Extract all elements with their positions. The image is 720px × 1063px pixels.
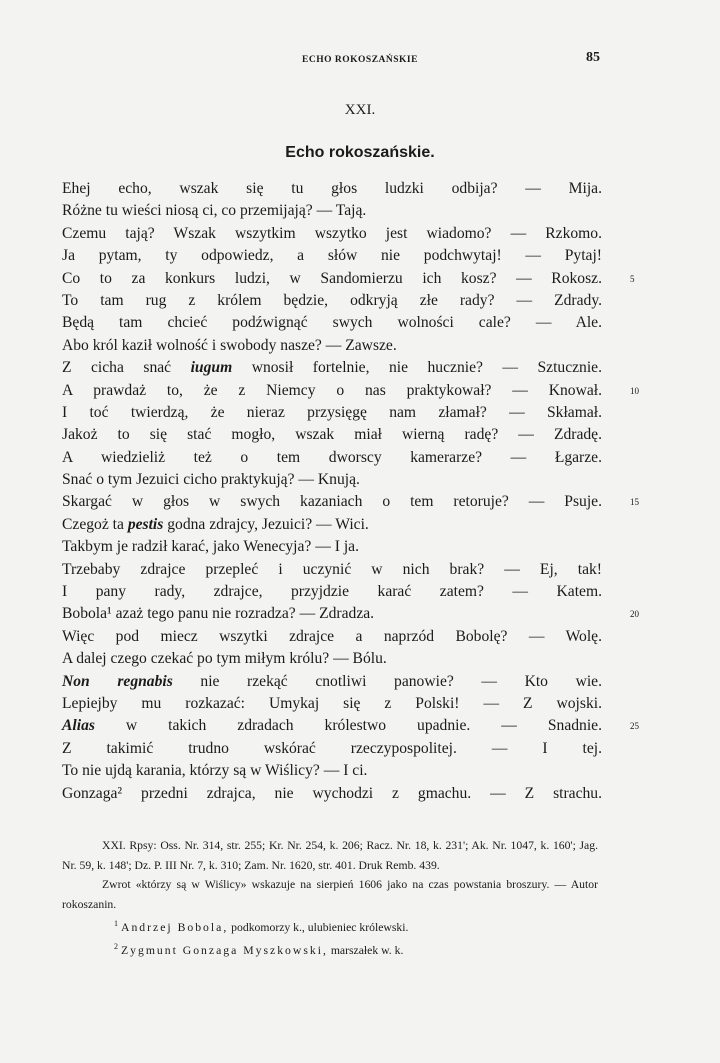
poem-line [62, 178, 602, 200]
poem-line [62, 581, 602, 603]
poem-line [62, 491, 639, 513]
poem-line [62, 469, 602, 491]
footnote-item: $^1$ Andrzej Bobola, podkomorzy k., ulubieniec królewski. [114, 919, 409, 934]
poem-line-text: A prawdaż to, że z Niemcy o nas praktykował? — Knował. [62, 381, 602, 399]
poem-line [62, 603, 639, 625]
poem-line [62, 447, 602, 469]
poem-line [62, 290, 602, 312]
poem-line [62, 536, 602, 558]
footnotes [62, 836, 598, 961]
poem-line-text: I toć twierdzą, że nieraz przysięgę nam złamał? — Skłamał. [62, 403, 602, 421]
poem-line-text: Abo król kaził wolność i swobody nasze? — Zawsze. [62, 336, 397, 354]
poem-line-text: Non regnabis nie rzekąć cnotliwi panowie? — Kto wie. [62, 672, 602, 690]
poem-line [62, 693, 602, 715]
poem-line-text: Skargać w głos w swych kazaniach o tem retoruje? — Psuje. [62, 493, 602, 511]
poem-line-text: Bobola¹ azaż tego panu nie rozradza? — Zdradza. [62, 605, 375, 623]
poem-line [62, 738, 602, 760]
footnote-sources: XXI. Rpsy: Oss. Nr. 314, str. 255; Kr. Nr. 254, k. 206; Racz. Nr. 18, k. 231'; Ak. Nr. 1047, k. 160'; Jag. Nr. 59, k. 148'; Dz. P. III Nr. 7, k. 310; Zam. Nr. 1620, str. 401. Druk Remb. 439. [62, 839, 598, 872]
poem-line [62, 223, 602, 245]
poem-line [62, 559, 602, 581]
poem-line-text: Takbym je radził karać, jako Wenecyja? — I ja. [62, 538, 359, 556]
footnote-notes [62, 914, 598, 961]
footnote-dating: Zwrot «którzy są w Wiślicy» wskazuje na sierpień 1606 jako na czas powstania broszury. — Autor rokoszanin. [62, 878, 598, 911]
poem-line-text: Czegoż ta pestis godna zdrajcy, Jezuici? — Wici. [62, 515, 369, 533]
poem-line [62, 760, 602, 782]
page-number: 85 [586, 50, 600, 65]
poem-line [62, 245, 602, 267]
poem-line-text: Ehej echo, wszak się tu głos ludzki odbija? — Mija. [62, 180, 602, 197]
poem-line [62, 268, 635, 290]
poem-line [62, 380, 639, 402]
line-number: 10 [630, 385, 639, 396]
poem-line-text: Z cicha snać iugum wnosił fortelnie, nie hucznie? — Sztucznie. [62, 359, 602, 377]
poem-line-text: Trzebaby zdrajce przepleć i uczynić w nich brak? — Ej, tak! [62, 560, 602, 578]
poem-line [62, 312, 602, 334]
running-head: ECHO ROKOSZAŃSKIE [302, 55, 418, 65]
poem-line [62, 424, 602, 446]
poem-line-text: I pany rady, zdrajce, przyjdzie karać zatem? — Katem. [62, 583, 602, 601]
poem-line [62, 783, 602, 805]
poem-line-text: Czemu tają? Wszak wszytkim wszytko jest wiadomo? — Rzkomo. [62, 224, 602, 242]
poem-line [62, 402, 602, 424]
poem-title: Echo rokoszańskie. [285, 144, 435, 161]
line-number: 15 [630, 497, 639, 508]
poem-line [62, 514, 602, 536]
line-number: 5 [630, 273, 635, 284]
poem-line-text: Snać o tym Jezuici cicho praktykują? — Knują. [62, 471, 360, 489]
poem-line-text: Lepiejby mu rozkazać: Umykaj się z Polski! — Z wojski. [62, 694, 602, 712]
poem-line-text: A wiedzieliż też o tem dworscy kamerarze? — Łgarze. [62, 448, 602, 466]
poem-line-text: To nie ujdą karania, którzy są w Wiślicy? — I ci. [62, 762, 368, 780]
poem-line-text: Więc pod miecz wszytki zdrajce a naprzód Bobolę? — Wolę. [62, 627, 602, 645]
poem-line-text: Alias w takich zdradach królestwo upadnie. — Snadnie. [62, 717, 602, 735]
poem-line [62, 648, 602, 670]
line-number: 20 [630, 609, 639, 620]
poem-line [62, 671, 602, 693]
poem-body [62, 178, 639, 805]
poem-line-text: Różne tu wieści niosą ci, co przemijają? — Tają. [62, 202, 367, 220]
poem-line-text: Co to za konkurs ludzi, w Sandomierzu ich kosz? — Rokosz. [62, 269, 602, 287]
poem-line [62, 335, 602, 357]
poem-line [62, 715, 639, 737]
poem-line [62, 357, 602, 379]
poem-line-text: Z takimić trudno wskórać rzeczypospolitej. — I tej. [62, 739, 602, 757]
poem-line-text: Będą tam chcieć podźwignąć swych wolności cale? — Ale. [62, 314, 602, 332]
line-number: 25 [630, 721, 639, 732]
poem-line-text: To tam rug z królem będzie, odkryją złe rady? — Zdrady. [62, 291, 602, 309]
poem-line [62, 200, 602, 222]
poem-line [62, 626, 602, 648]
section-number: XXI. [344, 102, 376, 118]
poem-line-text: Jakoż to się stać mogło, wszak miał wierną radę? — Zdradę. [62, 426, 602, 444]
poem-line-text: Ja pytam, ty odpowiedz, a słów nie podchwytaj! — Pytaj! [62, 247, 602, 265]
poem-line-text: Gonzaga² przedni zdrajca, nie wychodzi z gmachu. — Z strachu. [62, 784, 602, 802]
footnote-item: $^2$ Zygmunt Gonzaga Myszkowski, marszałek w. k. [114, 942, 404, 958]
poem-line-text: A dalej czego czekać po tym miłym królu? — Bólu. [62, 650, 387, 668]
